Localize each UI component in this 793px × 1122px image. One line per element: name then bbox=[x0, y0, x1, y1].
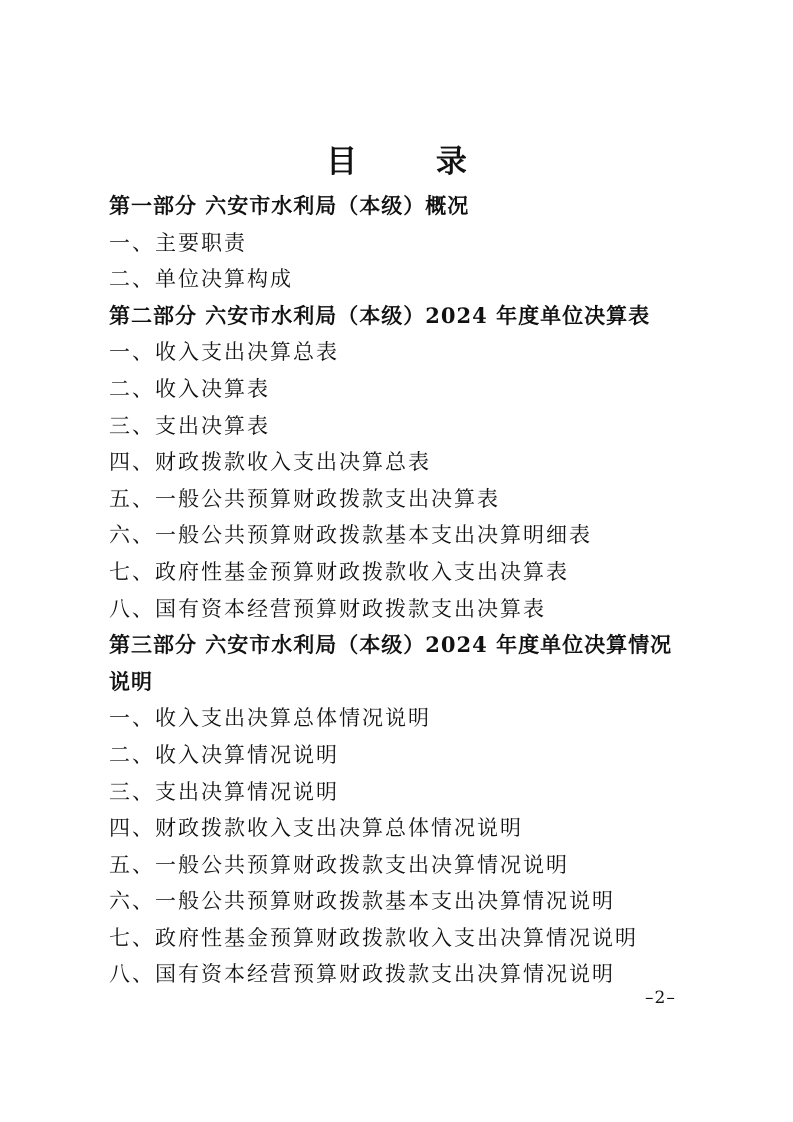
toc-list bbox=[109, 188, 709, 993]
toc-part-heading: 第二部分 六安市水利局（本级）2024 年度单位决算表 bbox=[109, 302, 651, 328]
toc-item: 六、一般公共预算财政拨款基本支出决算明细表 bbox=[109, 523, 592, 548]
toc-item: 五、一般公共预算财政拨款支出决算情况说明 bbox=[109, 852, 569, 877]
toc-part-heading: 第三部分 六安市水利局（本级）2024 年度单位决算情况 bbox=[109, 632, 673, 658]
toc-item: 二、收入决算情况说明 bbox=[109, 742, 339, 767]
toc-item: 八、国有资本经营预算财政拨款支出决算表 bbox=[109, 596, 546, 621]
toc-item: 四、财政拨款收入支出决算总体情况说明 bbox=[109, 816, 523, 841]
toc-part-heading-continuation: 说明 bbox=[109, 668, 153, 694]
toc-item: 七、政府性基金预算财政拨款收入支出决算表 bbox=[109, 559, 569, 584]
toc-item: 四、财政拨款收入支出决算总表 bbox=[109, 450, 431, 475]
toc-item: 三、支出决算情况说明 bbox=[109, 779, 339, 804]
toc-item: 六、一般公共预算财政拨款基本支出决算情况说明 bbox=[109, 889, 615, 914]
toc-part-heading: 第一部分 六安市水利局（本级）概况 bbox=[109, 193, 470, 218]
toc-item: 二、单位决算构成 bbox=[109, 267, 293, 292]
toc-item: 一、收入支出决算总表 bbox=[109, 340, 339, 365]
toc-title: 目 录 bbox=[326, 144, 501, 180]
toc-item: 八、国有资本经营预算财政拨款支出决算情况说明 bbox=[109, 962, 615, 987]
toc-item: 二、收入决算表 bbox=[109, 376, 270, 401]
page-number: –2– bbox=[645, 988, 676, 1008]
toc-item: 三、支出决算表 bbox=[109, 413, 270, 438]
toc-item: 一、收入支出决算总体情况说明 bbox=[109, 706, 431, 731]
toc-item: 一、主要职责 bbox=[109, 230, 247, 255]
toc-item: 五、一般公共预算财政拨款支出决算表 bbox=[109, 486, 500, 511]
toc-item: 七、政府性基金预算财政拨款收入支出决算情况说明 bbox=[109, 925, 638, 950]
